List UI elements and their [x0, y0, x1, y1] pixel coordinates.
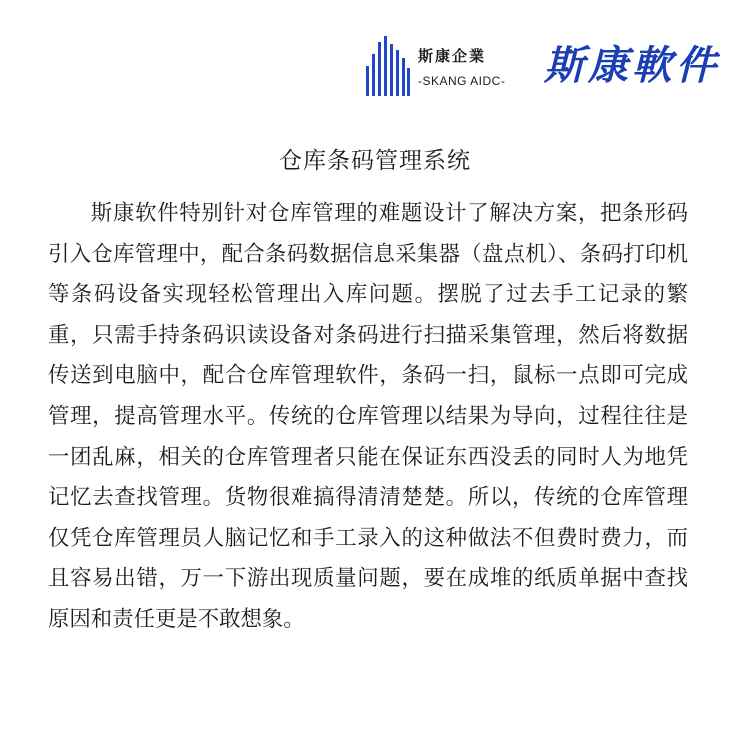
- brand-name: 斯康軟件: [544, 42, 720, 89]
- page-title: 仓库条码管理系统: [279, 148, 471, 174]
- bar-cluster-logo-icon: [366, 36, 410, 96]
- body-paragraph: 斯康软件特别针对仓库管理的难题设计了解决方案，把条形码引入仓库管理中，配合条码数据信息采集器（盘点机）、条码打印机等条码设备实现轻松管理出入库问题。摆脱了过去手工记录的繁重，只需手持条码识读设备对条码进行扫描采集管理，然后将数据传送到电脑中，配合仓库管理软件，条码一扫，鼠标一点即可完成管理，提高管理水平。传统的仓库管理以结果为导向，过程往往是一团乱麻，相关的仓库管理者只能在保证东西没丢的同时人为地凭记忆去查找管理。货物很难搞得清清楚楚。所以，传统的仓库管理仅凭仓库管理员人脑记忆和手工录入的这种做法不但费时费力，而且容易出错，万一下游出现质量问题，要在成堆的纸质单据中查找原因和责任更是不敢想象。: [48, 201, 688, 632]
- logo-text: [418, 46, 518, 92]
- header: [0, 0, 750, 110]
- logo-company-english: -SKANG AIDC-: [418, 74, 506, 88]
- logo-company-name: 斯康企業: [418, 47, 487, 65]
